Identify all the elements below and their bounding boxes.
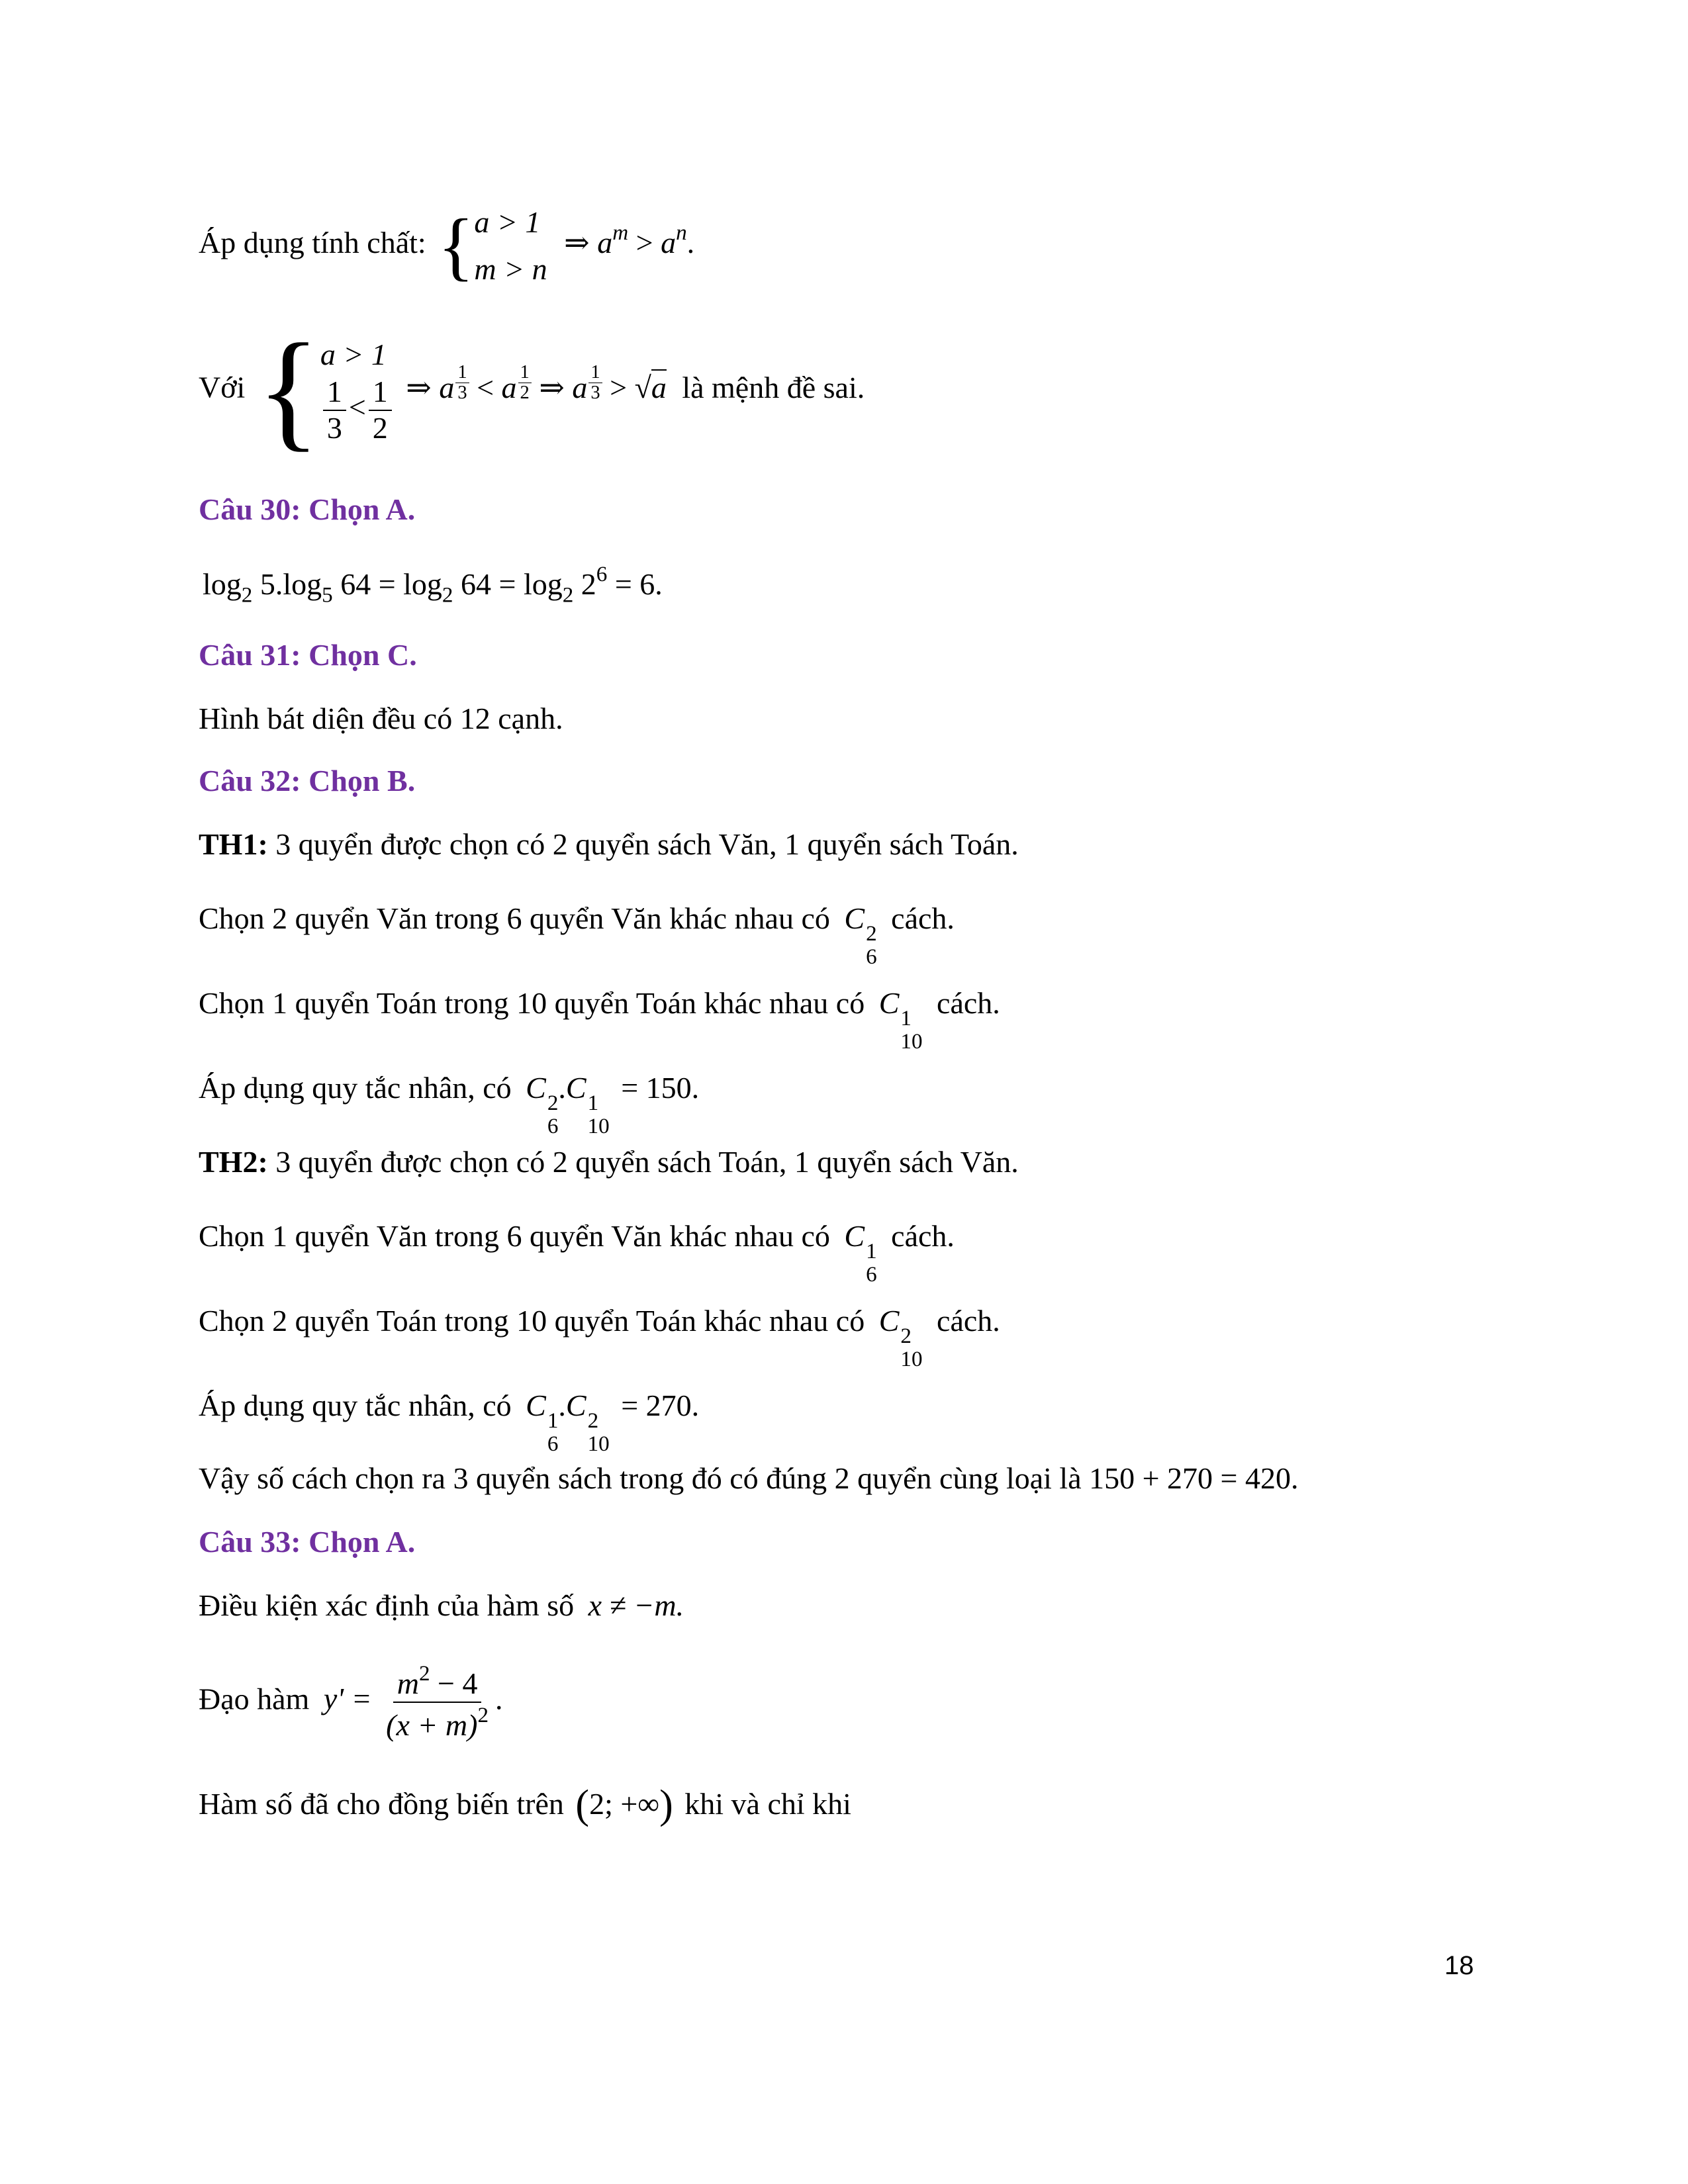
- comb-n: 10: [900, 1028, 923, 1054]
- sqrt-icon: √: [634, 370, 651, 404]
- comb-k: 1: [900, 1006, 912, 1031]
- counterexample-intro: Với: [199, 370, 246, 404]
- case-2-text: 3 quyển được chọn có 2 quyển sách Toán, 1 quyển sách Văn.: [275, 1145, 1019, 1179]
- case-1-step-2: [199, 985, 1000, 1054]
- derivative-text: Đạo hàm: [199, 1682, 310, 1716]
- question-31-text: Hình bát diện đều có 12 cạnh.: [199, 702, 563, 735]
- exp-denominator: 3: [590, 382, 600, 403]
- property-line: [199, 199, 694, 293]
- implies-arrow: ⇒: [564, 225, 590, 259]
- condition-1: a > 1: [320, 338, 387, 372]
- right-paren: ): [659, 1782, 673, 1827]
- frac-denominator: 2: [372, 410, 388, 445]
- comb-n: 6: [866, 1261, 877, 1287]
- period: .: [495, 1682, 503, 1716]
- monotonic-text: Hàm số đã cho đồng biến trên: [199, 1786, 564, 1821]
- comb-n: 10: [587, 1113, 610, 1138]
- numerator-tail: − 4: [438, 1666, 478, 1700]
- base-a: a: [439, 370, 455, 404]
- denominator-base: (x + m): [386, 1707, 478, 1742]
- question-32-conclusion: Vậy số cách chọn ra 3 quyển sách trong đó có đúng 2 quyển cùng loại là 150 + 270 = 420.: [199, 1461, 1299, 1495]
- combination-indices: [547, 1410, 559, 1456]
- derivative-fraction: [382, 1661, 492, 1743]
- comb-k: 2: [547, 1091, 559, 1116]
- step-tail: cách.: [891, 901, 955, 935]
- interval-body: 2; +∞: [589, 1786, 660, 1821]
- step-tail: cách.: [891, 1219, 955, 1253]
- step-text: Chọn 1 quyển Văn trong 6 quyển Văn khác nhau có: [199, 1219, 830, 1253]
- step-tail: cách.: [937, 1304, 1000, 1338]
- exp-numerator: 1: [518, 363, 532, 383]
- log-base: 2: [241, 582, 253, 608]
- equation-part: 5.: [259, 567, 283, 601]
- combination-indices: [866, 1240, 877, 1287]
- step-tail: cách.: [937, 986, 1000, 1020]
- combination-symbol: C: [565, 1388, 586, 1422]
- condition-1: a > 1: [474, 205, 541, 239]
- combination-symbol: C: [526, 1071, 546, 1105]
- left-paren: (: [575, 1782, 590, 1827]
- sqrt-argument: a: [651, 370, 667, 404]
- step-text: Áp dụng quy tắc nhân, có: [199, 1388, 512, 1422]
- implies-arrow: ⇒: [406, 370, 432, 404]
- base-a: a: [661, 225, 677, 259]
- base-a: a: [597, 225, 613, 259]
- combination-indices: [588, 1410, 610, 1456]
- domain-line: [199, 1587, 684, 1623]
- counterexample-system: [253, 317, 675, 463]
- interval: [575, 1782, 673, 1827]
- monotonic-tail: khi và chỉ khi: [684, 1786, 851, 1821]
- numerator-m: m: [397, 1666, 419, 1700]
- left-brace: {: [256, 317, 320, 463]
- combination-indices: [900, 1007, 922, 1054]
- comb-k: 2: [866, 921, 877, 946]
- implies-arrow: ⇒: [539, 370, 565, 404]
- comb-n: 6: [547, 1431, 559, 1456]
- lt-sign: <: [477, 370, 494, 404]
- combination-symbol: C: [526, 1388, 546, 1422]
- exponent: 6: [596, 562, 608, 586]
- log-symbol: log: [523, 567, 563, 601]
- exp-numerator: 1: [588, 363, 602, 383]
- frac-numerator: 1: [323, 375, 346, 411]
- log-base: 2: [562, 582, 574, 608]
- case-1-step-1: [199, 900, 955, 969]
- equation-part: 64 =: [340, 567, 396, 601]
- counterexample-conditions: [320, 335, 395, 446]
- step-text: Chọn 2 quyển Toán trong 10 quyển Toán khác nhau có: [199, 1304, 865, 1338]
- exponent-n: n: [676, 220, 687, 245]
- comb-k: 1: [587, 1091, 599, 1116]
- comb-n: 10: [900, 1346, 923, 1371]
- property-conditions: [474, 199, 547, 293]
- exp-numerator: 1: [455, 363, 469, 383]
- log-base: 2: [442, 582, 453, 608]
- period: .: [686, 225, 695, 259]
- question-33-heading: Câu 33: Chọn A.: [199, 1525, 416, 1559]
- question-30-heading: Câu 30: Chọn A.: [199, 492, 416, 526]
- multiply-dot: .: [558, 1388, 566, 1422]
- case-1-line: [199, 826, 1019, 862]
- comb-k: 1: [866, 1239, 877, 1264]
- case-1-step-3: [199, 1069, 699, 1138]
- equation-part: 64 =: [460, 567, 516, 601]
- frac-numerator: 1: [369, 375, 392, 411]
- case-2-label: TH2:: [199, 1145, 268, 1179]
- domain-text: Điều kiện xác định của hàm số: [199, 1588, 575, 1622]
- exp-denominator: 3: [457, 382, 467, 403]
- step-text: Chọn 2 quyển Văn trong 6 quyển Văn khác nhau có: [199, 901, 830, 935]
- property-intro: Áp dụng tính chất:: [199, 225, 426, 259]
- question-32-heading: Câu 32: Chọn B.: [199, 764, 416, 797]
- monotonic-line: [199, 1780, 851, 1830]
- combination-indices: [588, 1092, 610, 1138]
- comb-n: 10: [587, 1431, 610, 1456]
- page-number: 18: [1444, 1951, 1474, 1980]
- equation-part: 2: [581, 567, 596, 601]
- base-a: a: [501, 370, 517, 404]
- counterexample-tail: là mệnh đề sai.: [682, 370, 865, 404]
- combination-symbol: C: [844, 901, 865, 935]
- derivative-lhs: y' =: [323, 1682, 372, 1716]
- question-30-equation: [203, 561, 663, 608]
- combination-indices: [900, 1325, 922, 1371]
- derivative-line: [199, 1661, 503, 1743]
- case-2-step-3: [199, 1387, 699, 1456]
- combination-symbol: C: [878, 1304, 900, 1338]
- log-symbol: log: [283, 567, 322, 601]
- exponent-m: m: [612, 220, 629, 245]
- frac-numerator: [393, 1661, 482, 1703]
- counterexample-line: [199, 317, 865, 463]
- combination-symbol: C: [844, 1219, 865, 1253]
- base-a: a: [572, 370, 588, 404]
- case-2-step-1: [199, 1218, 955, 1287]
- comb-n: 6: [866, 944, 877, 969]
- exponent: 2: [477, 1702, 489, 1727]
- case-1-text: 3 quyển được chọn có 2 quyển sách Văn, 1 quyển sách Toán.: [275, 827, 1019, 861]
- case-2-step-2: [199, 1302, 1000, 1371]
- comb-k: 2: [900, 1324, 912, 1349]
- equation-part: = 6.: [614, 567, 663, 601]
- combination-symbol: C: [878, 986, 900, 1020]
- step-result: = 270.: [621, 1388, 700, 1422]
- gt-sign: >: [610, 370, 628, 404]
- comb-k: 2: [587, 1408, 599, 1433]
- combination-indices: [547, 1092, 559, 1138]
- frac-denominator: [382, 1703, 492, 1743]
- question-31-heading: Câu 31: Chọn C.: [199, 638, 417, 672]
- combination-symbol: C: [565, 1071, 586, 1105]
- comb-k: 1: [547, 1408, 559, 1433]
- property-system: [434, 203, 695, 288]
- exponent: 2: [418, 1661, 430, 1686]
- combination-indices: [866, 923, 877, 969]
- multiply-dot: .: [558, 1071, 566, 1105]
- log-symbol: log: [403, 567, 442, 601]
- step-result: = 150.: [621, 1071, 700, 1105]
- case-1-label: TH1:: [199, 827, 268, 861]
- case-2-line: [199, 1144, 1019, 1180]
- log-base: 5: [322, 582, 333, 608]
- frac-denominator: 3: [326, 410, 342, 445]
- comb-n: 6: [547, 1113, 559, 1138]
- step-text: Áp dụng quy tắc nhân, có: [199, 1071, 512, 1105]
- condition-2: [320, 375, 395, 446]
- domain-condition: x ≠ −m.: [588, 1588, 684, 1622]
- log-symbol: log: [203, 567, 242, 601]
- step-text: Chọn 1 quyển Toán trong 10 quyển Toán khác nhau có: [199, 986, 865, 1020]
- condition-2: m > n: [474, 252, 547, 287]
- gt-sign: >: [635, 225, 653, 259]
- lt-sign: <: [348, 390, 366, 424]
- left-brace: {: [438, 203, 475, 288]
- exp-denominator: 2: [520, 382, 530, 403]
